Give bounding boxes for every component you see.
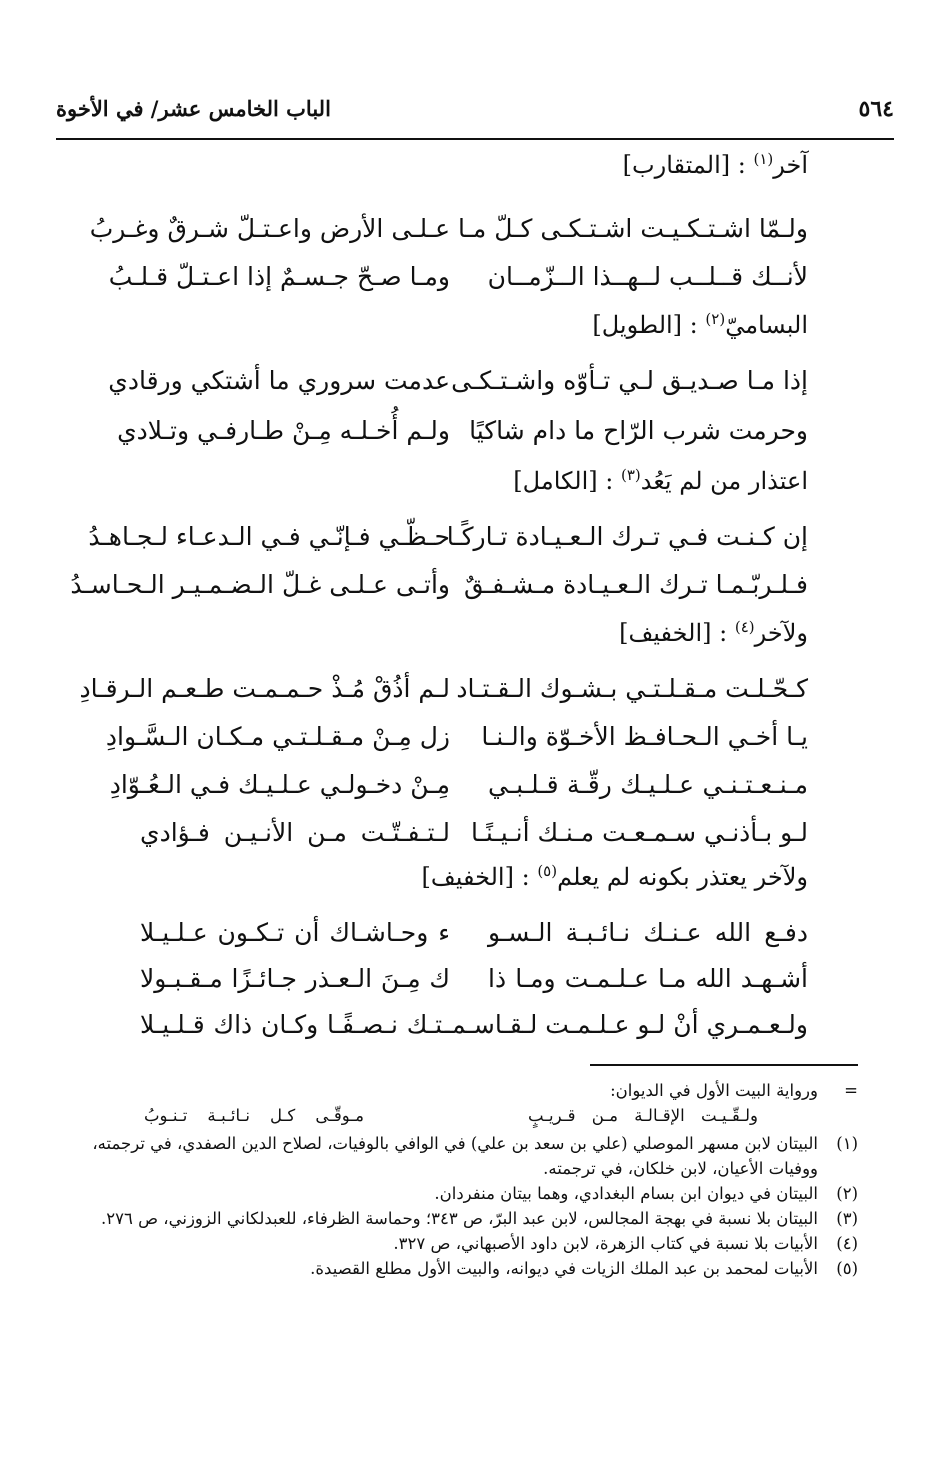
footnote-mark: = — [844, 1081, 858, 1100]
section-intro — [619, 618, 808, 647]
section-intro — [422, 862, 808, 891]
footnote-mark: (٣) — [836, 1209, 858, 1228]
first-hemistich: لأنــك قــلــب لــهــذا الــزّمــان — [487, 262, 808, 291]
verse-line — [79, 674, 808, 718]
footnote-text: ورواية البيت الأول في الديوان: — [610, 1081, 818, 1100]
second-hemistich: ولـم أُخـلـه مِـنْ طـارفـي وتـلادي — [117, 416, 450, 445]
running-header — [56, 96, 894, 132]
footnote-ref: (٣) — [620, 466, 641, 484]
second-hemistich: ك مِـنَ الـعـذر جـائـزًا مـقـبـولا — [140, 964, 450, 993]
second-hemistich: حـظّـي فـإنّـي فـي الـدعـاء لـجـاهـدُ — [88, 522, 450, 551]
first-hemistich: وحرمت شرب الرّاح ما دام شاكيًا — [469, 416, 808, 445]
first-hemistich: دفـع الله عـنـك نـائـبـة الـسـو — [488, 918, 808, 947]
footnote-text: الأبيات بلا نسبة في كتاب الزهرة، لابن داود الأصبهاني، ص ٣٢٧. — [393, 1234, 818, 1253]
footnote-ref: (٤) — [734, 618, 755, 636]
first-hemistich: ولـعـمـري أنْ لـو عـلـمـت لـقـاسـمـ — [444, 1010, 808, 1039]
second-hemistich: ومـا صـحّ جـسـمٌ إذا اعـتـلّ قـلـبُ — [108, 262, 450, 291]
verse-line — [70, 570, 808, 614]
first-hemistich: أشـهـد الله مـا عـلـمـت ومـا ذا — [488, 964, 808, 993]
footnote — [54, 1181, 858, 1206]
section-intro — [592, 310, 808, 339]
second-hemistich: لـم أذُقْ مُـذْ حـمـمـت طـعـم الـرقـادِ — [79, 674, 450, 703]
footnote-text: البيتان لابن مسهر الموصلي (علي بن سعد بن علي) في الوافي بالوفيات، لصلاح الدين الصفدي، في ترجمته، ووفيات الأعيان، لابن خلكان، في ترجمته. — [92, 1134, 818, 1178]
intro-text: اعتذار من لم يَعُد — [640, 467, 808, 495]
footnote-continuation — [54, 1078, 858, 1103]
verse-line — [105, 722, 808, 766]
second-hemistich: مِـنْ دخـولـي عـلـيـك فـي الـعُـوّادِ — [109, 770, 450, 799]
verse-line — [108, 262, 808, 306]
second-hemistich: عدمت سروري ما أشتكي ورقادي — [108, 366, 450, 395]
first-hemistich: ولـمّا اشـتـكـيـت اشـتـكـى كـلّ مـا — [457, 214, 808, 243]
footnote-ref: (٥) — [537, 862, 558, 880]
verse-line — [140, 818, 808, 862]
verse-line — [88, 522, 808, 566]
footnote-ref: (١) — [753, 150, 774, 168]
footnote-text: البيتان بلا نسبة في بهجة المجالس، لابن عبد البرّ، ص ٣٤٣؛ وحماسة الظرفاء، للعبدلكاني الزوزني، ص ٢٧٦. — [101, 1209, 818, 1228]
footnote-text: البيتان في ديوان ابن بسام البغدادي، وهما بيتان منفردان. — [434, 1184, 818, 1203]
intro-text: ولآخر يعتذر بكونه لم يعلم — [557, 863, 808, 891]
intro-text: آخر — [773, 151, 808, 179]
meter-label: : [الطويل] — [592, 311, 698, 339]
meter-label: : [الخفيف] — [619, 619, 728, 647]
second-hemistich: مـوقّـى كـل نـائـبـة تـنـوبُ — [144, 1106, 364, 1125]
footnote — [54, 1131, 858, 1181]
second-hemistich: لـتـفـتّـت مـن الأنـيـن فـؤادي — [140, 818, 450, 847]
first-hemistich: إن كـنـت فـي تـرك الـعـيـادة تـاركًـا — [446, 522, 808, 551]
verse-line — [140, 918, 808, 962]
second-hemistich: زل مِـنْ مـقـلـتـي مـكـان الـسَّـوادِ — [105, 722, 450, 751]
intro-text: ولآخر — [754, 619, 808, 647]
intro-text: البساميّ — [725, 311, 808, 339]
first-hemistich: يـا أخـي الـحـافـظ الأخـوّة والـنـا — [481, 722, 808, 751]
verse-line — [140, 964, 808, 1008]
footnote — [54, 1206, 858, 1231]
second-hemistich: عـلـى الأرض واعـتـلّ شـرقٌ وغـربُ — [89, 214, 450, 243]
footnote-verse — [144, 1103, 758, 1131]
header-rule — [56, 138, 894, 140]
verse-line — [117, 416, 808, 460]
first-hemistich: لـو بـأذنـي سـمـعـت مـنـك أنـيـنًـا — [470, 818, 808, 847]
section-intro — [623, 150, 808, 179]
footnote-mark: (٥) — [836, 1259, 858, 1278]
footnote — [54, 1231, 858, 1256]
meter-label: : [الخفيف] — [421, 863, 530, 891]
footnote — [54, 1256, 858, 1281]
meter-label: : [الكامل] — [513, 467, 614, 495]
footnote-ref: (٢) — [705, 310, 726, 328]
first-hemistich: إذا مـا صـديـق لـي تـأوّه واشـتـكـى — [451, 366, 808, 395]
chapter-title: الباب الخامس عشر/ في الأخوة — [56, 96, 331, 121]
meter-label: : [المتقارب] — [622, 151, 746, 179]
page-number: ٥٦٤ — [858, 96, 894, 122]
verse-line — [140, 1010, 808, 1054]
first-hemistich: فـلـربّـمـا تـرك الـعـيـادة مـشـفـقٌ — [463, 570, 808, 599]
footnotes — [54, 1078, 858, 1281]
footnote-rule — [590, 1064, 858, 1066]
footnote-mark: (٢) — [836, 1184, 858, 1203]
verse-line — [89, 214, 808, 258]
verse-line — [108, 366, 808, 410]
footnote-mark: (٤) — [836, 1234, 858, 1253]
footnote-mark: (١) — [836, 1134, 858, 1153]
first-hemistich: مـنـعـتـنـي عـلـيـك رقّـة قـلـبـي — [488, 770, 808, 799]
second-hemistich: ء وحـاشـاك أن تـكـون عـلـيـلا — [140, 918, 450, 947]
first-hemistich: ولـقّـيـت الإقـالـة مـن قـريـبٍ — [528, 1106, 758, 1125]
second-hemistich: وأتـى عـلـى غـلّ الـضـمـيـر الـحـاسـدُ — [70, 570, 450, 599]
section-intro — [513, 466, 808, 495]
first-hemistich: كـحّـلـت مـقـلـتـي بـشـوك الـقـتـاد — [456, 674, 808, 703]
verse-line — [109, 770, 808, 814]
footnote-text: الأبيات لمحمد بن عبد الملك الزيات في ديوانه، والبيت الأول مطلع القصيدة. — [310, 1259, 818, 1278]
second-hemistich: ـتـك نـصـفًـا وكـان ذاك قـلـيـلا — [140, 1010, 450, 1039]
